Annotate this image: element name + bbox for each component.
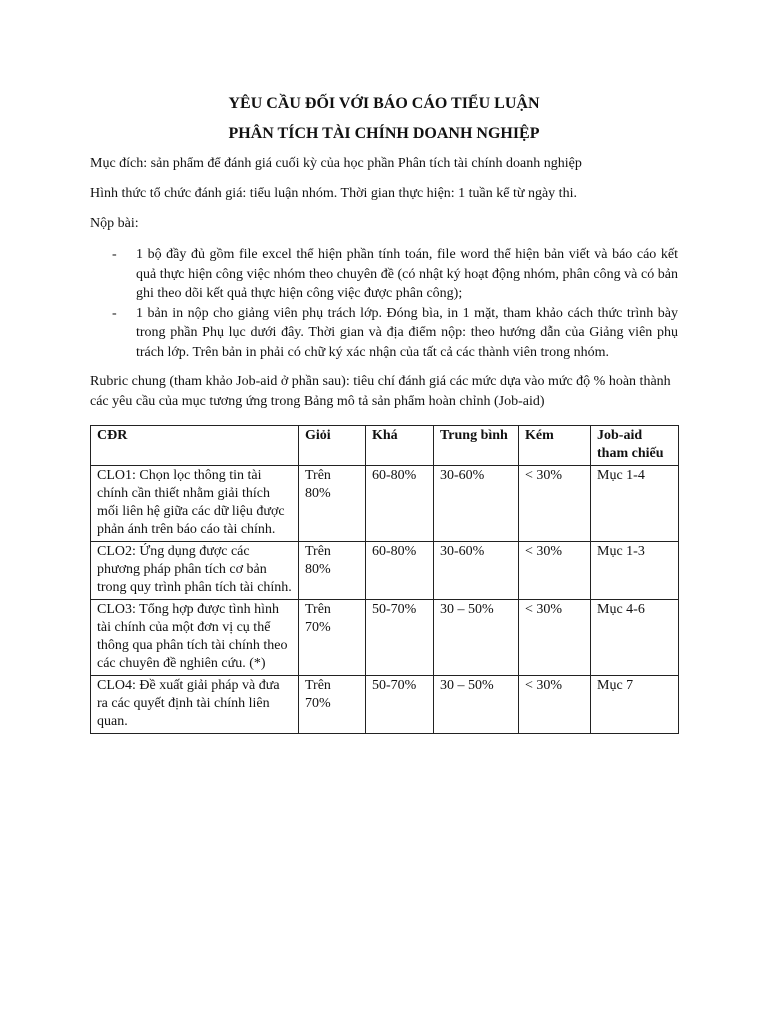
cell-cdr: CLO4: Đề xuất giải pháp và đưa ra các quyết định tài chính liên quan. [91,676,299,734]
list-dash: - [112,247,117,262]
cell-gioi: Trên 70% [299,676,366,734]
cell-job-aid: Mục 1-3 [591,542,679,600]
cell-gioi: Trên 80% [299,466,366,542]
cell-kem: < 30% [519,600,591,676]
cell-gioi: Trên 80% [299,542,366,600]
header-cdr: CĐR [91,426,299,466]
cell-kha: 60-80% [366,466,434,542]
cell-gioi: Trên 70% [299,600,366,676]
cell-kha: 60-80% [366,542,434,600]
cell-job-aid: Mục 7 [591,676,679,734]
header-gioi: Giỏi [299,426,366,466]
cell-kha: 50-70% [366,600,434,676]
table-row [91,600,679,676]
list-dash: - [112,305,117,321]
cell-kha: 50-70% [366,676,434,734]
document-title-line1: YÊU CẦU ĐỐI VỚI BÁO CÁO TIỂU LUẬN [228,95,540,112]
cell-trung-binh: 30-60% [434,542,519,600]
header-kha: Khá [366,426,434,466]
header-job-aid: Job-aid tham chiếu [591,426,679,466]
list-item [90,304,678,363]
table-row [91,676,679,734]
cell-trung-binh: 30 – 50% [434,676,519,734]
cell-job-aid: Mục 4-6 [591,600,679,676]
cell-trung-binh: 30 – 50% [434,600,519,676]
rubric-table [90,425,679,734]
submission-label: Nộp bài: [90,216,139,231]
rubric-intro-paragraph: Rubric chung (tham khảo Job-aid ở phần sau): tiêu chí đánh giá các mức dựa vào mức độ % hoàn thành các yêu cầu của mục tương ứng trong Bảng mô tả sản phẩm hoàn chỉnh (Job-aid) [90,374,671,409]
table-row [91,542,679,600]
header-kem: Kém [519,426,591,466]
cell-job-aid: Mục 1-4 [591,466,679,542]
cell-cdr: CLO3: Tổng hợp được tình hình tài chính của một đơn vị cụ thể thông qua phân tích tài chính theo các chuyên đề nghiên cứu. (*) [91,600,299,676]
cell-cdr: CLO1: Chọn lọc thông tin tài chính cần thiết nhằm giải thích mối liên hệ giữa các dữ liệu được phản ánh trên báo cáo tài chính. [91,466,299,542]
cell-trung-binh: 30-60% [434,466,519,542]
header-trung-binh: Trung bình [434,426,519,466]
purpose-paragraph: Mục đích: sản phẩm để đánh giá cuối kỳ của học phần Phân tích tài chính doanh nghiệp [90,156,582,171]
list-item-text: 1 bộ đầy đủ gồm file excel thể hiện phần tính toán, file word thể hiện bản viết và báo cáo kết quả thực hiện công việc nhóm theo chuyên đề (có nhật ký hoạt động nhóm, phân công và có bản ghi theo dõi kết quả thực hiện công việc được phân công); [136,247,678,301]
document-title-line2: PHÂN TÍCH TÀI CHÍNH DOANH NGHIỆP [228,125,540,142]
cell-kem: < 30% [519,466,591,542]
table-row [91,466,679,542]
cell-kem: < 30% [519,676,591,734]
assessment-form-paragraph: Hình thức tổ chức đánh giá: tiểu luận nhóm. Thời gian thực hiện: 1 tuần kể từ ngày thi. [90,186,577,201]
table-header-row [91,426,679,466]
list-item [90,245,678,304]
cell-cdr: CLO2: Ứng dụng được các phương pháp phân tích cơ bản trong quy trình phân tích tài chính. [91,542,299,600]
submission-list [90,245,678,362]
document-page [90,90,678,734]
list-item-text: 1 bản in nộp cho giảng viên phụ trách lớp. Đóng bìa, in 1 mặt, tham khảo cách thức trình bày trong phần Phụ lục dưới đây. Thời gian và địa điểm nộp: theo hướng dẫn của Giảng viên phụ trách lớp. Trên bản in phải có chữ ký xác nhận của tất cả các thành viên trong nhóm. [136,305,678,360]
cell-kem: < 30% [519,542,591,600]
